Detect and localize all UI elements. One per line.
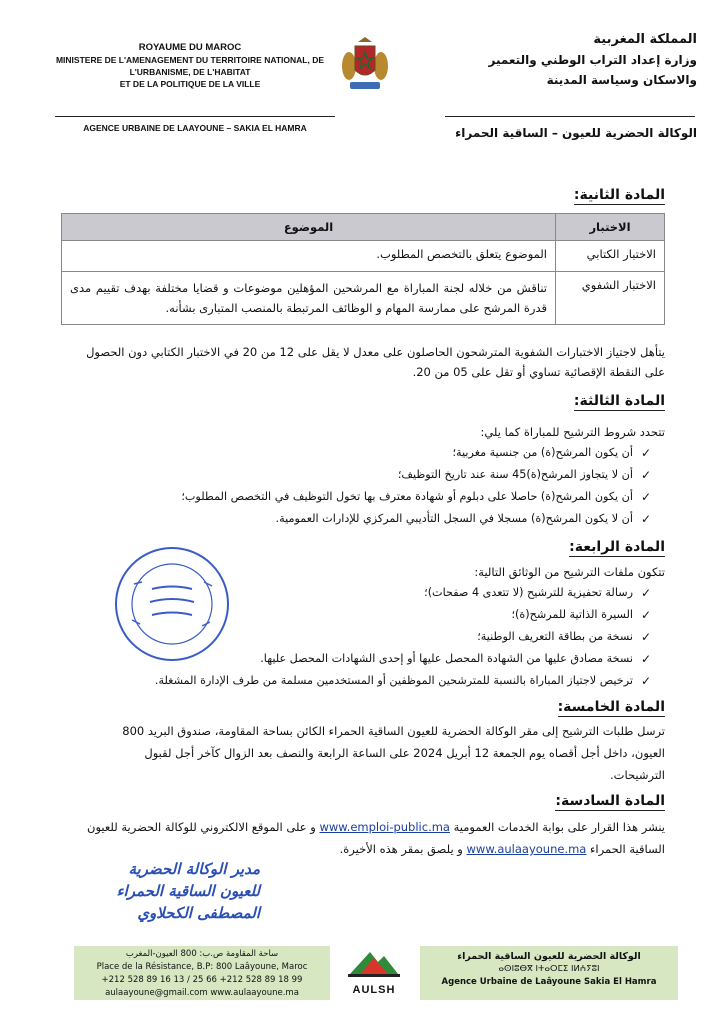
list-item (53, 508, 653, 530)
checkmark-icon: ✓ (640, 652, 652, 666)
exam-subject: تناقش من خلاله لجنة المباراة مع المرشحين المؤهلين موضوعات و قضايا مختلفة بهدف تقييم مدى قدرة المرشح على ممارسة المهام و الوظائف المرتبطة بالمنصب المتبارى بشأنه. (62, 272, 556, 325)
footer-line: ساحة المقاومة ص.ب: 800 العيون-المغرب (125, 949, 279, 959)
checkmark-icon: ✓ (640, 630, 652, 644)
article2-note (35, 342, 665, 382)
list-item-text: أن لا يكون المرشح(ة) مسجلا في السجل التأديبي المركزي للإدارات العمومية. (275, 512, 633, 525)
footer-line: الوكالة الحضرية للعيون الساقية الحمراء (457, 951, 641, 962)
header-ar-line: وزارة إعداد التراب الوطني والتعمير (488, 53, 697, 67)
article4-intro: تتكون ملفات الترشيح من الوثائق التالية: (474, 565, 665, 579)
agency-name-fr: AGENCE URBAINE DE LAAYOUNE – SAKIA EL HAMRA (83, 123, 307, 133)
emploi-public-link[interactable]: www.emploi-public.ma (319, 820, 450, 834)
article5-line: العيون، داخل أجل أقصاه يوم الجمعة 12 أبريل 2024 على الساعة الرابعة والنصف بعد الزوال كآخر أجل لقبول (144, 746, 665, 760)
article6-text: و يلصق بمقر هذه الأخيرة. (339, 842, 463, 856)
list-item-text: السيرة الذاتية للمرشح(ة)؛ (511, 608, 633, 621)
footer-line: Agence Urbaine de Laâyoune Sakia El Hamra (441, 977, 657, 987)
article6-line (25, 816, 665, 838)
signature-line: مدير الوكالة الحضرية (128, 860, 260, 878)
article5-line: الترشيحات. (609, 768, 665, 782)
list-item-text: نسخة من بطاقة التعريف الوطنية؛ (477, 630, 633, 643)
footer-line: +212 528 89 16 13 / 25 66 +212 528 89 18 99 (101, 975, 303, 985)
aulsh-logo-text: AULSH (352, 984, 396, 996)
signature-line: للعيون الساقية الحمراء (116, 882, 260, 900)
article6-text: و على الموقع الالكتروني للوكالة الحضرية للعيون (87, 820, 316, 834)
article2-note-line: يتأهل لاجتياز الاختبارات الشفوية المترشحون الحاصلون على معدل لا يقل على 12 من 20 في الاختبار الكتابي دون الحصول (86, 345, 665, 359)
footer-right (420, 946, 678, 1000)
aulsh-logo (336, 940, 412, 1002)
article2-note-line: على النقطة الإقصائية تساوي أو تقل على 05 من 20. (412, 365, 665, 379)
list-item-text: أن يكون المرشح(ة) من جنسية مغربية؛ (452, 446, 633, 459)
header-divider-right (445, 116, 695, 117)
aulaayoune-link[interactable]: www.aulaayoune.ma (466, 842, 587, 856)
article6-title: المادة السادسة: (555, 793, 665, 809)
exam-subject: الموضوع يتعلق بالتخصص المطلوب. (62, 241, 556, 272)
exam-table (61, 213, 665, 325)
exam-name: الاختبار الشفوي (556, 272, 665, 325)
article6-text: ينشر هذا القرار على بوابة الخدمات العمومية (453, 820, 665, 834)
list-item-text: أن لا يتجاوز المرشح(ة)45 سنة عند تاريخ التوظيف؛ (397, 468, 633, 481)
list-item-text: ترخيص لاجتياز المباراة بالنسبة للمترشحين الموظفين أو المستخدمين مسلمة من طرف الإدارة المشغلة. (154, 674, 633, 687)
aulsh-logo-icon (344, 940, 404, 980)
table-row (62, 241, 665, 272)
header-ar-line: والاسكان وسياسة المدينة (546, 73, 697, 87)
checkmark-icon: ✓ (640, 468, 652, 482)
article3-title: المادة الثالثة: (573, 393, 665, 409)
col-exam: الاختبار (556, 214, 665, 241)
header-ar (437, 30, 697, 90)
checkmark-icon: ✓ (640, 674, 652, 688)
list-item (53, 464, 653, 486)
table-row (62, 272, 665, 325)
signature-line: المصطفى الكحلاوي (137, 904, 260, 922)
article5-title: المادة الخامسة: (557, 699, 665, 715)
list-item (53, 486, 653, 508)
exam-table-header (62, 214, 665, 241)
header-divider-left (55, 116, 335, 117)
checkmark-icon: ✓ (640, 446, 652, 460)
list-item-text: رسالة تحفيزية للترشيح (لا تتعدى 4 صفحات)؛ (424, 586, 633, 599)
article6-body (25, 816, 665, 860)
article6-title-wrap (265, 790, 665, 809)
footer-left (74, 946, 330, 1000)
exam-name: الاختبار الكتابي (556, 241, 665, 272)
footer-line: aulaayoune@gmail.com www.aulaayoune.ma (105, 988, 299, 998)
list-item (53, 442, 653, 464)
article3-title-wrap (65, 390, 665, 409)
article3-list (53, 442, 653, 530)
article6-text: الساقية الحمراء (590, 842, 665, 856)
footer-line: ⴰⵙⵏⵓⴱⴳ ⵏⵜⴰⵔⵎⵉ ⵏⵍⵄⵢⵓⵏ (498, 964, 600, 974)
list-item-text: نسخة مصادق عليها من الشهادة المحصل عليها أو إحدى الشهادات المحصل عليها. (260, 652, 633, 665)
list-item-text: أن يكون المرشح(ة) حاصلا على دبلوم أو شهادة معترف بها تخول التوظيف في التخصص المطلوب؛ (181, 490, 633, 503)
official-stamp (112, 544, 232, 664)
header-fr-line: ROYAUME DU MAROC (138, 42, 242, 53)
checkmark-icon: ✓ (640, 512, 652, 526)
article2-block (65, 184, 665, 203)
checkmark-icon: ✓ (640, 586, 652, 600)
list-item (93, 670, 653, 692)
header-ar-line: المملكة المغربية (593, 32, 697, 47)
article2-title: المادة الثانية: (573, 187, 665, 203)
article4-title-wrap (265, 536, 665, 555)
footer-line: Place de la Résistance, B.P: 800 Laâyoune, Maroc (96, 962, 308, 972)
article5-title-wrap (265, 696, 665, 715)
col-subject: الموضوع (62, 214, 556, 241)
coat-of-arms-icon (340, 36, 390, 96)
article6-line (25, 838, 665, 860)
header-fr-line: L'URBANISME, DE L'HABITAT (129, 67, 251, 77)
article5-body (25, 720, 665, 786)
header-fr-line: ET DE LA POLITIQUE DE LA VILLE (119, 79, 261, 89)
article3-intro: تتحدد شروط الترشيح للمباراة كما يلي: (480, 425, 665, 439)
agency-name-ar: الوكالة الحضرية للعيون – الساقية الحمراء (455, 126, 697, 140)
header-fr-line: MINISTERE DE L'AMENAGEMENT DU TERRITOIRE NATIONAL, DE (55, 55, 325, 65)
article4-title: المادة الرابعة: (569, 539, 665, 555)
checkmark-icon: ✓ (640, 490, 652, 504)
article5-line: ترسل طلبات الترشيح إلى مقر الوكالة الحضرية للعيون الساقية الحمراء الكائن بساحة المقاومة، صندوق البريد 800 (122, 724, 665, 738)
header-fr (55, 42, 325, 90)
director-signature (60, 858, 260, 924)
checkmark-icon: ✓ (640, 608, 652, 622)
